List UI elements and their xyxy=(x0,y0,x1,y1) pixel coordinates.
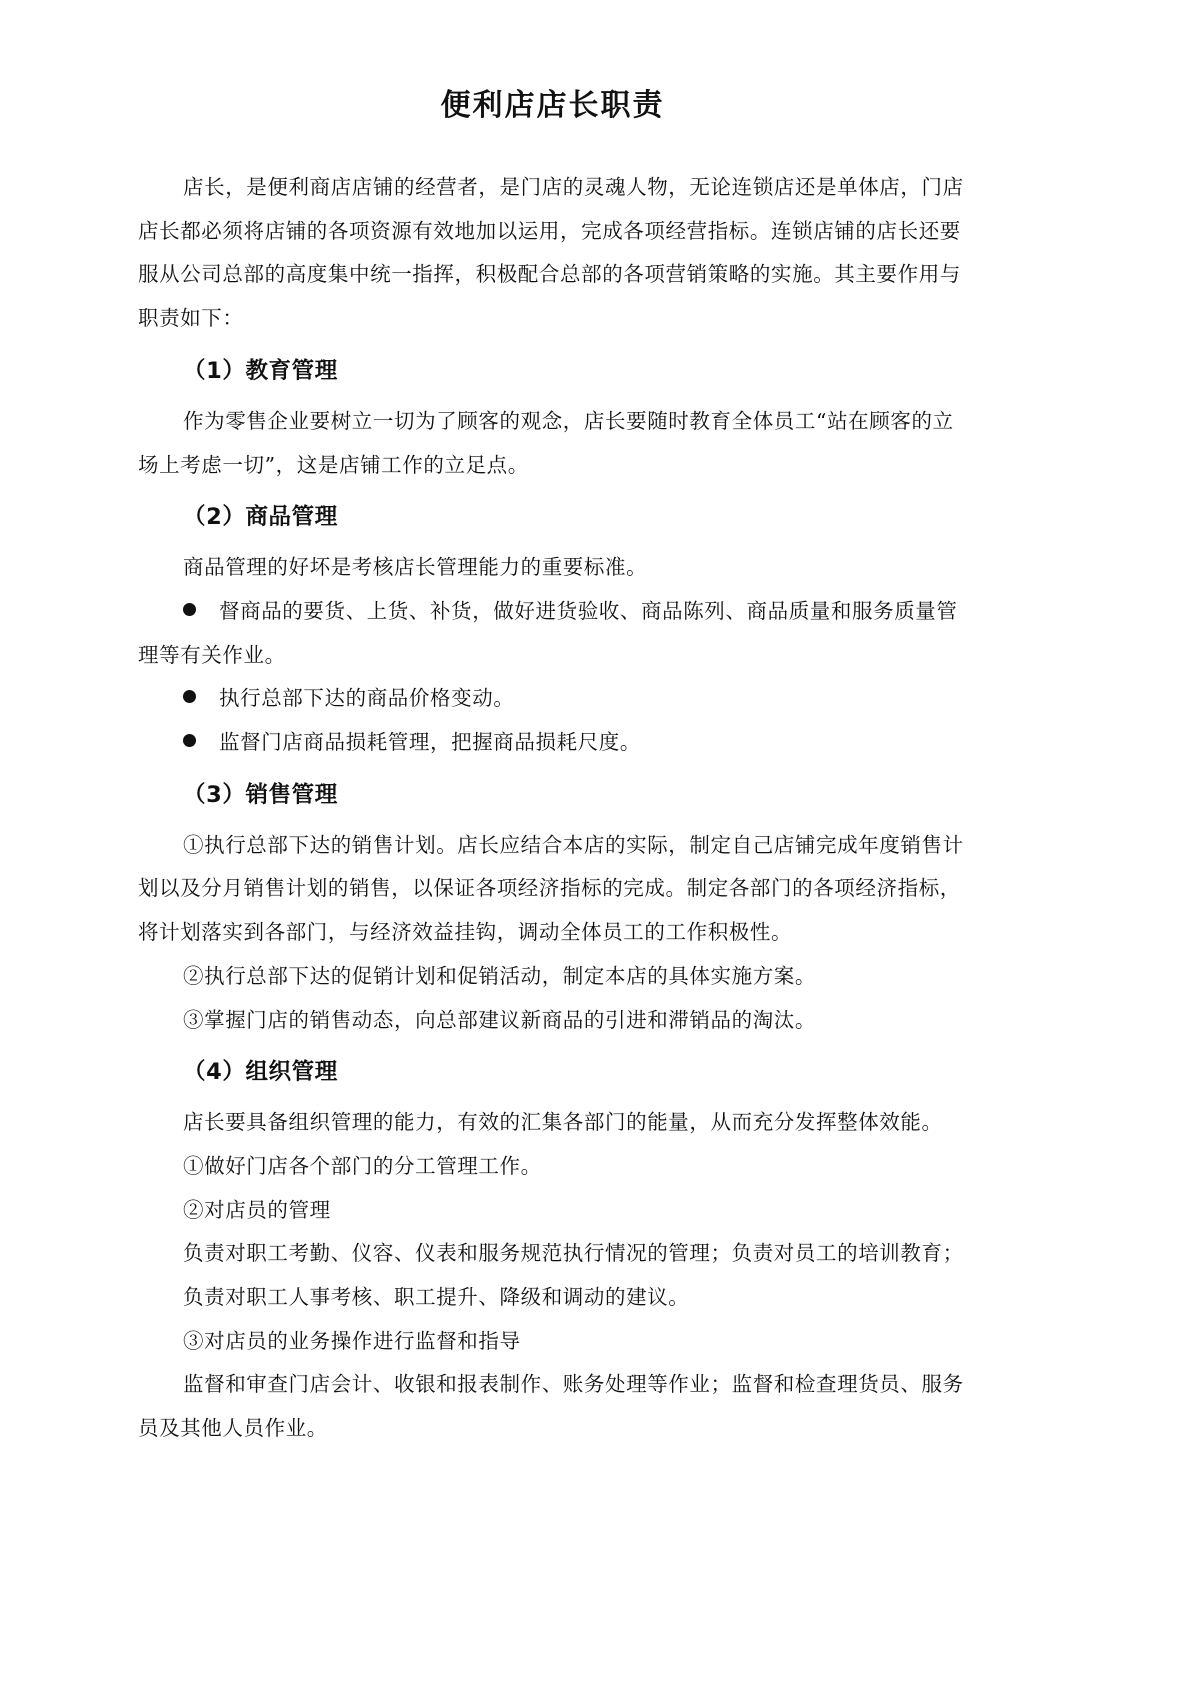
section-paragraph: ①做好门店各个部门的分工管理工作。 xyxy=(183,1153,542,1178)
bullet-item xyxy=(138,721,974,765)
section-organization xyxy=(138,1042,974,1451)
section-paragraph: 商品管理的好坏是考核店长管理能力的重要标准。 xyxy=(183,555,648,580)
section-heading: （2）商品管理 xyxy=(183,504,338,531)
bullet-dot-icon xyxy=(183,734,196,747)
section-paragraph: 监督和审查门店会计、收银和报表制作、账务处理等作业；监督和检查理货员、服务员及其他人员作业。 xyxy=(138,1372,964,1441)
section-paragraph: 店长要具备组织管理的能力，有效的汇集各部门的能量，从而充分发挥整体效能。 xyxy=(183,1110,943,1135)
bullet-item xyxy=(138,590,974,677)
document-body xyxy=(138,166,974,1451)
bullet-text: 执行总部下达的商品价格变动。 xyxy=(219,686,515,711)
section-merchandise xyxy=(138,487,974,765)
section-education xyxy=(138,341,974,487)
bullet-text: 监督门店商品损耗管理，把握商品损耗尺度。 xyxy=(219,730,641,755)
bullet-dot-icon xyxy=(183,690,196,703)
section-heading: （1）教育管理 xyxy=(183,357,338,384)
section-paragraph: 负责对职工考勤、仪容、仪表和服务规范执行情况的管理；负责对员工的培训教育； xyxy=(183,1241,964,1266)
section-paragraph: ②执行总部下达的促销计划和促销活动，制定本店的具体实施方案。 xyxy=(183,963,816,988)
section-heading: （3）销售管理 xyxy=(183,781,338,808)
section-paragraph: ③掌握门店的销售动态，向总部建议新商品的引进和滞销品的淘汰。 xyxy=(183,1007,816,1032)
section-paragraph: ③对店员的业务操作进行监督和指导 xyxy=(183,1328,521,1353)
section-paragraph: ②对店员的管理 xyxy=(183,1197,331,1222)
section-sales xyxy=(138,765,974,1043)
section-paragraph: ①执行总部下达的销售计划。店长应结合本店的实际，制定自己店铺完成年度销售计划以及分月销售计划的销售，以保证各项经济指标的完成。制定各部门的各项经济指标，将计划落实到各部门，与经济效益挂钩，调动全体员工的工作积极性。 xyxy=(138,832,964,945)
bullet-text: 督商品的要货、上货、补货，做好进货验收、商品陈列、商品质量和服务质量管理等有关作业。 xyxy=(138,598,958,667)
section-heading: （4）组织管理 xyxy=(183,1059,338,1086)
section-paragraph: 作为零售企业要树立一切为了顾客的观念，店长要随时教育全体员工“站在顾客的立场上考虑一切”，这是店铺工作的立足点。 xyxy=(138,408,954,477)
intro-paragraph: 店长，是便利商店店铺的经营者，是门店的灵魂人物，无论连锁店还是单体店，门店店长都必须将店铺的各项资源有效地加以运用，完成各项经营指标。连锁店铺的店长还要服从公司总部的高度集中统一指挥，积极配合总部的各项营销策略的实施。其主要作用与职责如下： xyxy=(138,175,964,331)
bullet-dot-icon xyxy=(183,603,196,616)
document-title: 便利店店长职责 xyxy=(440,88,665,123)
bullet-item xyxy=(138,677,974,721)
section-paragraph: 负责对职工人事考核、职工提升、降级和调动的建议。 xyxy=(183,1285,690,1310)
